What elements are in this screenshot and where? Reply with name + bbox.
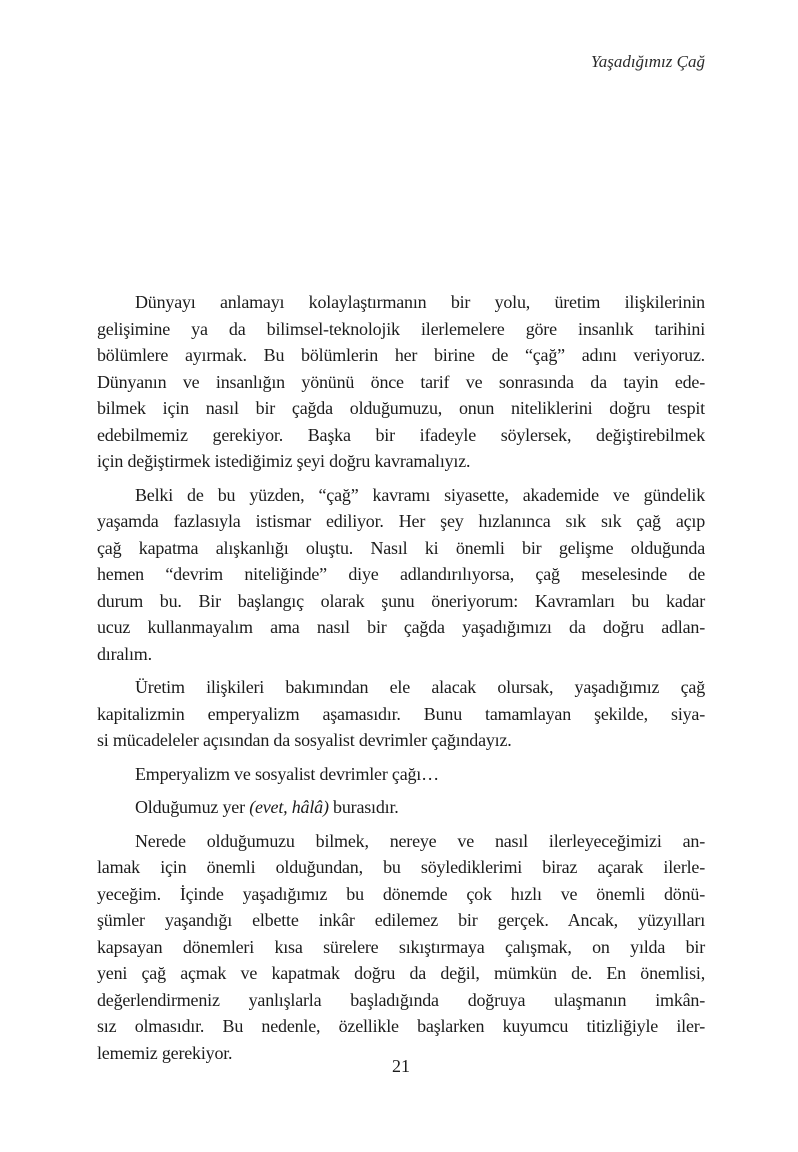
text-segment: edebilmemiz gerekiyor. Başka bir ifadeyle söylersek, değiştirebilmek [97, 424, 705, 445]
text-segment: Üretim ilişkileri bakımından ele alacak olursak, yaşadığımız çağ [135, 677, 705, 697]
text-block [97, 289, 705, 1066]
paragraph [97, 674, 705, 754]
text-line [97, 727, 705, 754]
text-segment: Dünyanın ve insanlığın yönünü önce tarif ve sonrasında da tayin ede- [97, 371, 705, 392]
text-segment: (evet, hâlâ) [249, 797, 329, 817]
text-line [97, 761, 705, 788]
text-segment: şümler yaşandığı elbette inkâr edilemez bir gerçek. Ancak, yüzyılları [97, 910, 705, 930]
text-segment: Belki de bu yüzden, “çağ” kavramı siyasette, akademide ve gündelik [135, 484, 705, 505]
text-segment: sız olmasıdır. Bu nedenle, özellikle başlarken kuyumcu titizliğiyle iler- [97, 1016, 705, 1036]
text-line [97, 854, 705, 881]
text-segment: ucuz kullanmayalım ama nasıl bir çağda yaşadığımızı da doğru adlan- [97, 617, 705, 637]
text-line [97, 701, 705, 728]
text-line [97, 881, 705, 908]
paragraph [97, 761, 705, 788]
text-line [97, 369, 705, 396]
text-segment: yeni çağ açmak ve kapatmak doğru da değil, mümkün de. En önemlisi, [97, 963, 705, 983]
text-segment: lememiz gerekiyor. [97, 1042, 233, 1063]
text-line [97, 614, 705, 641]
text-line [97, 482, 705, 509]
text-segment: bilmek için nasıl bir çağda olduğumuzu, onun niteliklerini doğru tespit [97, 398, 705, 418]
text-segment: Dünyayı anlamayı kolaylaştırmanın bir yolu, üretim ilişkilerinin [135, 292, 705, 312]
text-line [97, 828, 705, 855]
text-line [97, 960, 705, 987]
text-segment: çağ kapatma alışkanlığı oluştu. Nasıl ki önemli bir gelişme olduğunda [97, 537, 705, 558]
text-line [97, 448, 705, 475]
text-line [97, 342, 705, 369]
text-segment: kapsayan dönemleri kısa sürelere sıkıştırmaya çalışmak, on yılda bir [97, 936, 705, 957]
text-line [97, 561, 705, 588]
page-number: 21 [392, 1056, 410, 1076]
text-segment: dıralım. [97, 643, 152, 664]
text-segment: kapitalizmin emperyalizm aşamasıdır. Bunu tamamlayan şekilde, siya- [97, 703, 705, 724]
text-segment: için değiştirmek istediğimiz şeyi doğru kavramalıyız. [97, 451, 471, 471]
text-line [97, 422, 705, 449]
text-line [97, 1013, 705, 1040]
text-line [97, 794, 705, 821]
text-line [97, 987, 705, 1014]
paragraph [97, 794, 705, 821]
paragraph [97, 289, 705, 475]
text-segment: burasıdır. [328, 797, 399, 817]
paragraph [97, 828, 705, 1067]
text-segment: durum bu. Bir başlangıç olarak şunu öneriyorum: Kavramları bu kadar [97, 590, 705, 611]
text-segment: Olduğumuz yer [135, 797, 250, 817]
text-segment: yeceğim. İçinde yaşadığımız bu dönemde çok hızlı ve önemli dönü- [97, 883, 705, 904]
text-line [97, 907, 705, 934]
text-line [97, 535, 705, 562]
text-segment: gelişimine ya da bilimsel-teknolojik ilerlemelere göre insanlık tarihini [97, 318, 705, 339]
text-line [97, 588, 705, 615]
text-line [97, 289, 705, 316]
text-line [97, 508, 705, 535]
text-line [97, 674, 705, 701]
paragraph [97, 482, 705, 668]
text-segment: Nerede olduğumuzu bilmek, nereye ve nasıl ilerleyeceğimizi an- [135, 830, 705, 851]
text-line [97, 934, 705, 961]
running-header: Yaşadığımız Çağ [590, 52, 705, 71]
text-segment: Emperyalizm ve sosyalist devrimler çağı… [135, 763, 439, 784]
text-segment: yaşamda fazlasıyla istismar ediliyor. Her şey hızlanınca sık sık çağ açıp [97, 511, 705, 531]
text-line [97, 395, 705, 422]
text-segment: bölümlere ayırmak. Bu bölümlerin her birine de “çağ” adını veriyoruz. [97, 345, 705, 365]
text-line [97, 641, 705, 668]
text-segment: değerlendirmeniz yanlışlarla başladığında doğruya ulaşmanın imkân- [97, 989, 705, 1010]
text-line [97, 316, 705, 343]
text-segment: si mücadeleler açısından da sosyalist devrimler çağındayız. [97, 730, 512, 750]
text-segment: lamak için önemli olduğundan, bu söylediklerimi biraz açarak ilerle- [97, 857, 705, 877]
text-segment: hemen “devrim niteliğinde” diye adlandırılıyorsa, çağ meselesinde de [97, 564, 705, 584]
